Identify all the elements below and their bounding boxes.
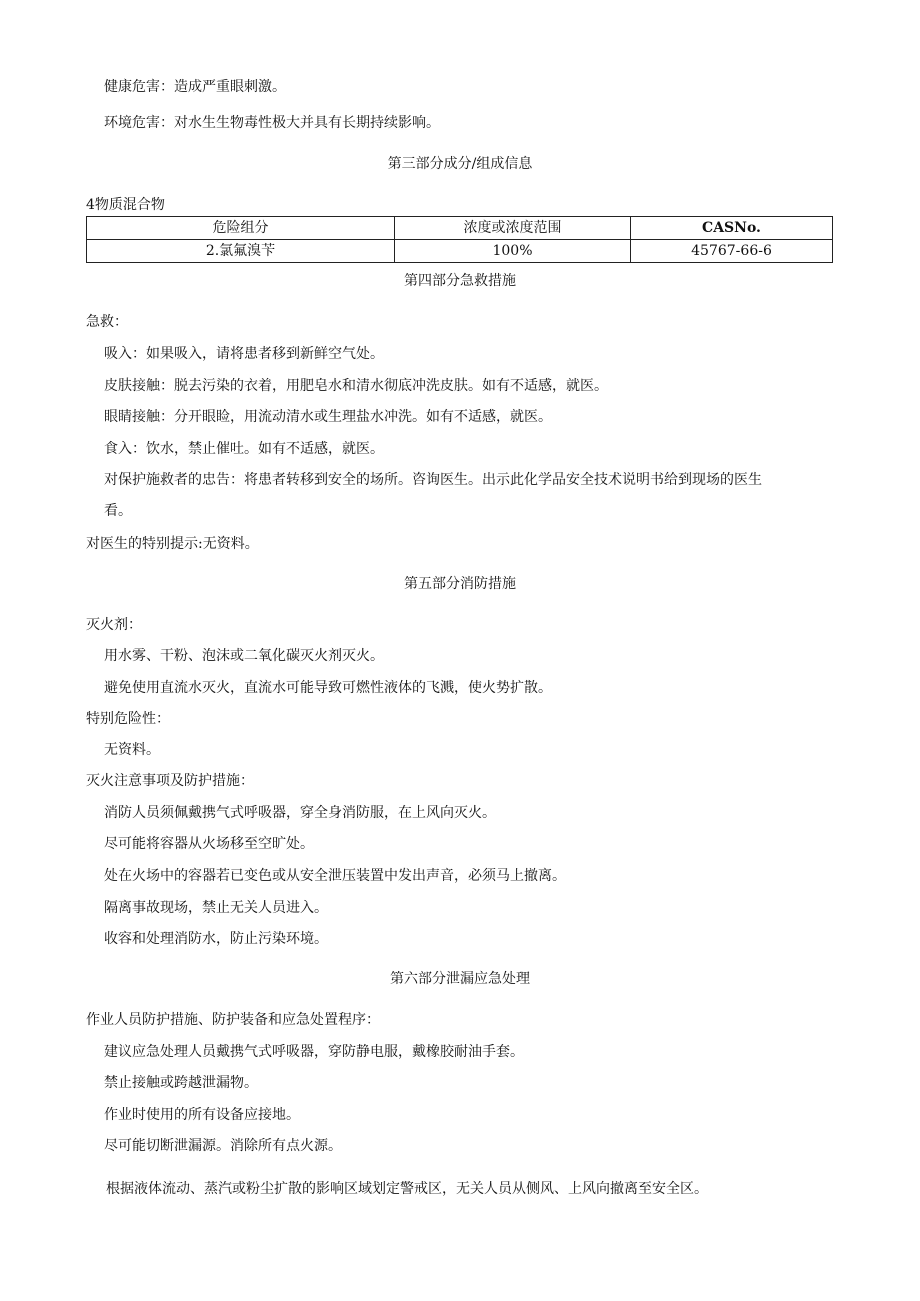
inhalation-text: 吸入：如果吸入，请将患者移到新鲜空气处。: [104, 346, 384, 362]
fire-precaution-item: 收容和处理消防水，防止污染环境。: [104, 931, 328, 947]
section3-title: 第三部分成分/组成信息: [387, 156, 533, 172]
section4-title: 第四部分急救措施: [404, 273, 516, 289]
fire-precaution-item: 隔离事故现场，禁止无关人员进入。: [104, 900, 328, 916]
rescuer-advice-text-cont: 看。: [104, 503, 132, 519]
header-cas: CASNo.: [631, 217, 833, 240]
first-aid-label: 急救：: [86, 314, 128, 330]
composition-table: [86, 216, 833, 263]
extinguishing-label: 灭火剂：: [86, 617, 142, 633]
spill-procedure-item: 作业时使用的所有设备应接地。: [104, 1107, 300, 1123]
fire-precautions-label: 灭火注意事项及防护措施：: [86, 773, 254, 789]
fire-precaution-item: 消防人员须佩戴携气式呼吸器，穿全身消防服，在上风向灭火。: [104, 805, 496, 821]
table-header-row: [87, 217, 833, 240]
header-concentration: 浓度或浓度范围: [395, 217, 631, 240]
warning-zone-text: 根据液体流动、蒸汽或粉尘扩散的影响区域划定警戒区，无关人员从侧风、上风向撤离至安全区。: [106, 1181, 708, 1197]
eye-contact-text: 眼睛接触：分开眼睑，用流动清水或生理盐水冲洗。如有不适感，就医。: [104, 409, 552, 425]
health-hazard-text: 健康危害：造成严重眼刺激。: [104, 79, 286, 95]
extinguishing-text-1: 用水雾、干粉、泡沫或二氧化碳灭火剂灭火。: [104, 648, 384, 664]
section6-title: 第六部分泄漏应急处理: [390, 971, 530, 987]
cell-component: 2.氯氟溴苄: [87, 240, 395, 263]
fire-precaution-item: 尽可能将容器从火场移至空旷处。: [104, 836, 314, 852]
spill-procedure-item: 禁止接触或跨越泄漏物。: [104, 1075, 258, 1091]
special-hazard-label: 特别危险性：: [86, 711, 170, 727]
cell-cas: 45767-66-6: [631, 240, 833, 263]
spill-procedures-label: 作业人员防护措施、防护装备和应急处置程序：: [86, 1012, 380, 1028]
cell-concentration: 100%: [395, 240, 631, 263]
table-row: [87, 240, 833, 263]
extinguishing-text-2: 避免使用直流水灭火，直流水可能导致可燃性液体的飞溅，使火势扩散。: [104, 680, 552, 696]
skin-contact-text: 皮肤接触：脱去污染的衣着，用肥皂水和清水彻底冲洗皮肤。如有不适感，就医。: [104, 378, 608, 394]
spill-procedure-item: 建议应急处理人员戴携气式呼吸器，穿防静电服，戴橡胶耐油手套。: [104, 1044, 524, 1060]
environment-hazard-text: 环境危害：对水生生物毒性极大并具有长期持续影响。: [104, 115, 440, 131]
fire-precaution-item: 处在火场中的容器若已变色或从安全泄压装置中发出声音，必须马上撤离。: [104, 868, 566, 884]
mixture-label: 4物质混合物: [86, 197, 165, 213]
section5-title: 第五部分消防措施: [404, 576, 516, 592]
spill-procedure-item: 尽可能切断泄漏源。消除所有点火源。: [104, 1138, 342, 1154]
header-component: 危险组分: [87, 217, 395, 240]
special-hazard-text: 无资料。: [104, 742, 160, 758]
doctor-note-text: 对医生的特别提示:无资料。: [86, 536, 259, 552]
ingestion-text: 食入：饮水，禁止催吐。如有不适感，就医。: [104, 441, 384, 457]
rescuer-advice-text: 对保护施救者的忠告：将患者转移到安全的场所。咨询医生。出示此化学品安全技术说明书给到现场的医生: [104, 472, 762, 488]
